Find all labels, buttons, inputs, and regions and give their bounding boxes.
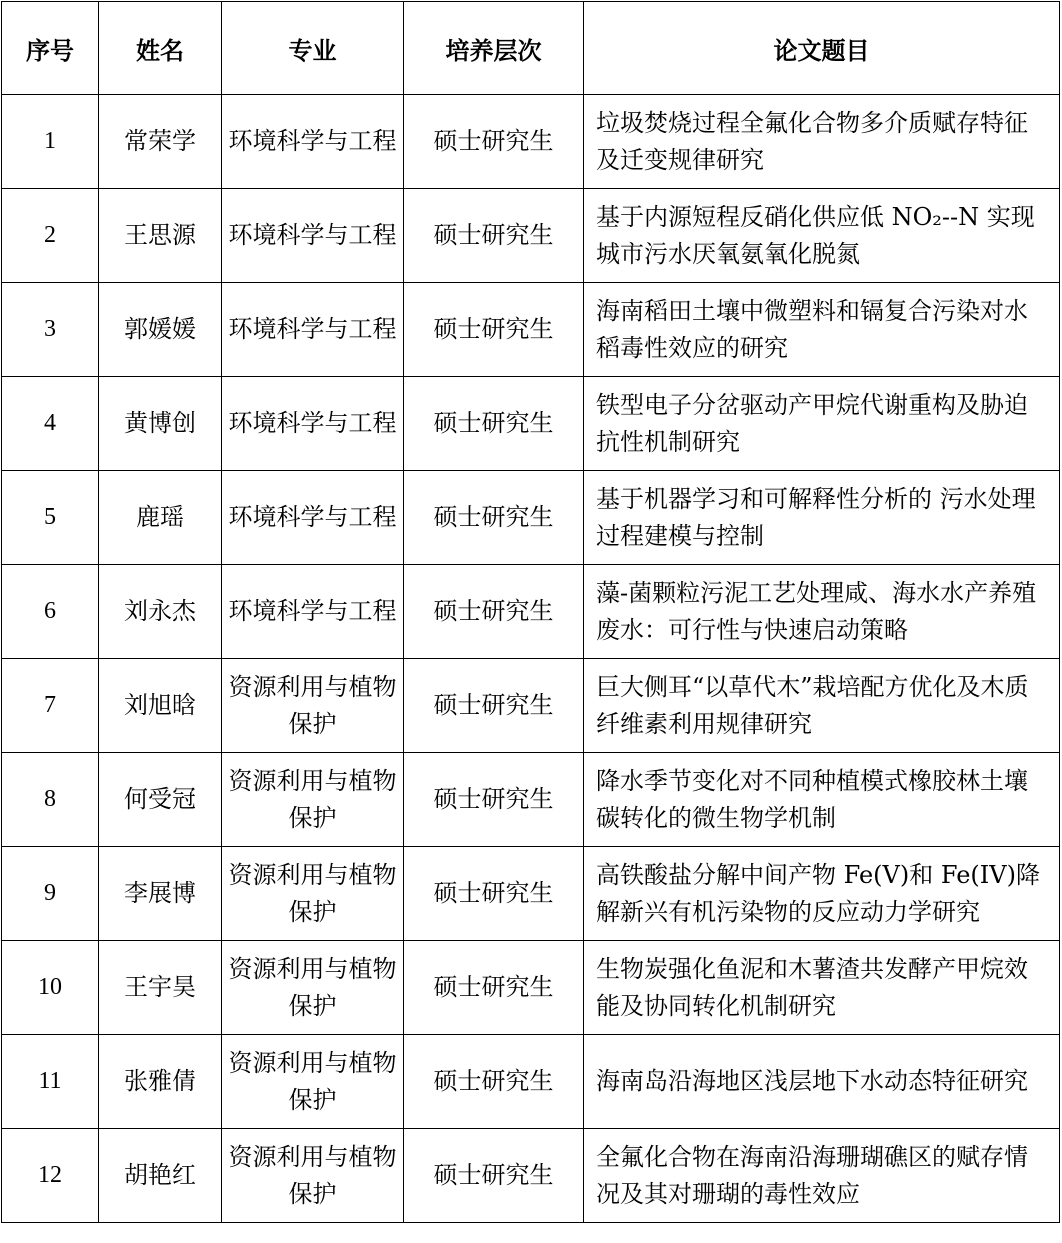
cell-index: 5 <box>2 471 99 565</box>
cell-name: 胡艳红 <box>99 1129 222 1223</box>
table-row <box>2 95 1060 189</box>
cell-name: 刘旭晗 <box>99 659 222 753</box>
cell-index: 8 <box>2 753 99 847</box>
cell-thesis-title: 高铁酸盐分解中间产物 Fe(V)和 Fe(IV)降解新兴有机污染物的反应动力学研究 <box>584 847 1060 941</box>
cell-thesis-title: 降水季节变化对不同种植模式橡胶林土壤碳转化的微生物学机制 <box>584 753 1060 847</box>
cell-name: 刘永杰 <box>99 565 222 659</box>
header-major: 专业 <box>222 2 404 95</box>
cell-index: 3 <box>2 283 99 377</box>
cell-level: 硕士研究生 <box>404 189 584 283</box>
table-row <box>2 377 1060 471</box>
cell-major: 资源利用与植物保护 <box>222 1129 404 1223</box>
header-index: 序号 <box>2 2 99 95</box>
cell-thesis-title: 生物炭强化鱼泥和木薯渣共发酵产甲烷效能及协同转化机制研究 <box>584 941 1060 1035</box>
cell-thesis-title: 基于机器学习和可解释性分析的 污水处理过程建模与控制 <box>584 471 1060 565</box>
cell-name: 鹿瑶 <box>99 471 222 565</box>
cell-index: 6 <box>2 565 99 659</box>
table-row <box>2 1035 1060 1129</box>
cell-level: 硕士研究生 <box>404 753 584 847</box>
table-row <box>2 189 1060 283</box>
cell-index: 7 <box>2 659 99 753</box>
cell-index: 9 <box>2 847 99 941</box>
cell-name: 王宇昊 <box>99 941 222 1035</box>
table-row <box>2 1129 1060 1223</box>
table-body <box>2 95 1060 1223</box>
cell-major: 环境科学与工程 <box>222 95 404 189</box>
cell-major: 资源利用与植物保护 <box>222 753 404 847</box>
cell-thesis-title: 巨大侧耳“以草代木”栽培配方优化及木质纤维素利用规律研究 <box>584 659 1060 753</box>
cell-level: 硕士研究生 <box>404 565 584 659</box>
header-name: 姓名 <box>99 2 222 95</box>
cell-thesis-title: 全氟化合物在海南沿海珊瑚礁区的赋存情况及其对珊瑚的毒性效应 <box>584 1129 1060 1223</box>
cell-level: 硕士研究生 <box>404 847 584 941</box>
table-row <box>2 847 1060 941</box>
cell-index: 11 <box>2 1035 99 1129</box>
cell-thesis-title: 铁型电子分岔驱动产甲烷代谢重构及胁迫抗性机制研究 <box>584 377 1060 471</box>
table-row <box>2 471 1060 565</box>
cell-index: 2 <box>2 189 99 283</box>
thesis-list-table <box>1 1 1060 1223</box>
cell-name: 王思源 <box>99 189 222 283</box>
header-title: 论文题目 <box>584 2 1060 95</box>
cell-major: 资源利用与植物保护 <box>222 659 404 753</box>
cell-name: 黄博创 <box>99 377 222 471</box>
table-header-row <box>2 2 1060 95</box>
table-row <box>2 753 1060 847</box>
cell-major: 环境科学与工程 <box>222 189 404 283</box>
cell-level: 硕士研究生 <box>404 659 584 753</box>
cell-major: 环境科学与工程 <box>222 377 404 471</box>
cell-name: 常荣学 <box>99 95 222 189</box>
cell-name: 何受冠 <box>99 753 222 847</box>
cell-level: 硕士研究生 <box>404 941 584 1035</box>
table-row <box>2 659 1060 753</box>
cell-name: 李展博 <box>99 847 222 941</box>
cell-name: 张雅倩 <box>99 1035 222 1129</box>
cell-major: 环境科学与工程 <box>222 471 404 565</box>
cell-index: 12 <box>2 1129 99 1223</box>
cell-level: 硕士研究生 <box>404 95 584 189</box>
header-level: 培养层次 <box>404 2 584 95</box>
cell-major: 环境科学与工程 <box>222 283 404 377</box>
table-row <box>2 941 1060 1035</box>
cell-index: 4 <box>2 377 99 471</box>
cell-thesis-title: 垃圾焚烧过程全氟化合物多介质赋存特征及迁变规律研究 <box>584 95 1060 189</box>
cell-level: 硕士研究生 <box>404 1129 584 1223</box>
cell-major: 资源利用与植物保护 <box>222 1035 404 1129</box>
cell-level: 硕士研究生 <box>404 471 584 565</box>
table-row <box>2 565 1060 659</box>
cell-level: 硕士研究生 <box>404 283 584 377</box>
cell-thesis-title: 海南岛沿海地区浅层地下水动态特征研究 <box>584 1035 1060 1129</box>
cell-major: 资源利用与植物保护 <box>222 847 404 941</box>
table-row <box>2 283 1060 377</box>
cell-index: 1 <box>2 95 99 189</box>
cell-name: 郭媛媛 <box>99 283 222 377</box>
cell-thesis-title: 海南稻田土壤中微塑料和镉复合污染对水稻毒性效应的研究 <box>584 283 1060 377</box>
cell-major: 资源利用与植物保护 <box>222 941 404 1035</box>
cell-thesis-title: 藻-菌颗粒污泥工艺处理咸、海水水产养殖废水：可行性与快速启动策略 <box>584 565 1060 659</box>
cell-level: 硕士研究生 <box>404 1035 584 1129</box>
cell-level: 硕士研究生 <box>404 377 584 471</box>
cell-index: 10 <box>2 941 99 1035</box>
cell-thesis-title: 基于内源短程反硝化供应低 NO₂--N 实现城市污水厌氧氨氧化脱氮 <box>584 189 1060 283</box>
cell-major: 环境科学与工程 <box>222 565 404 659</box>
